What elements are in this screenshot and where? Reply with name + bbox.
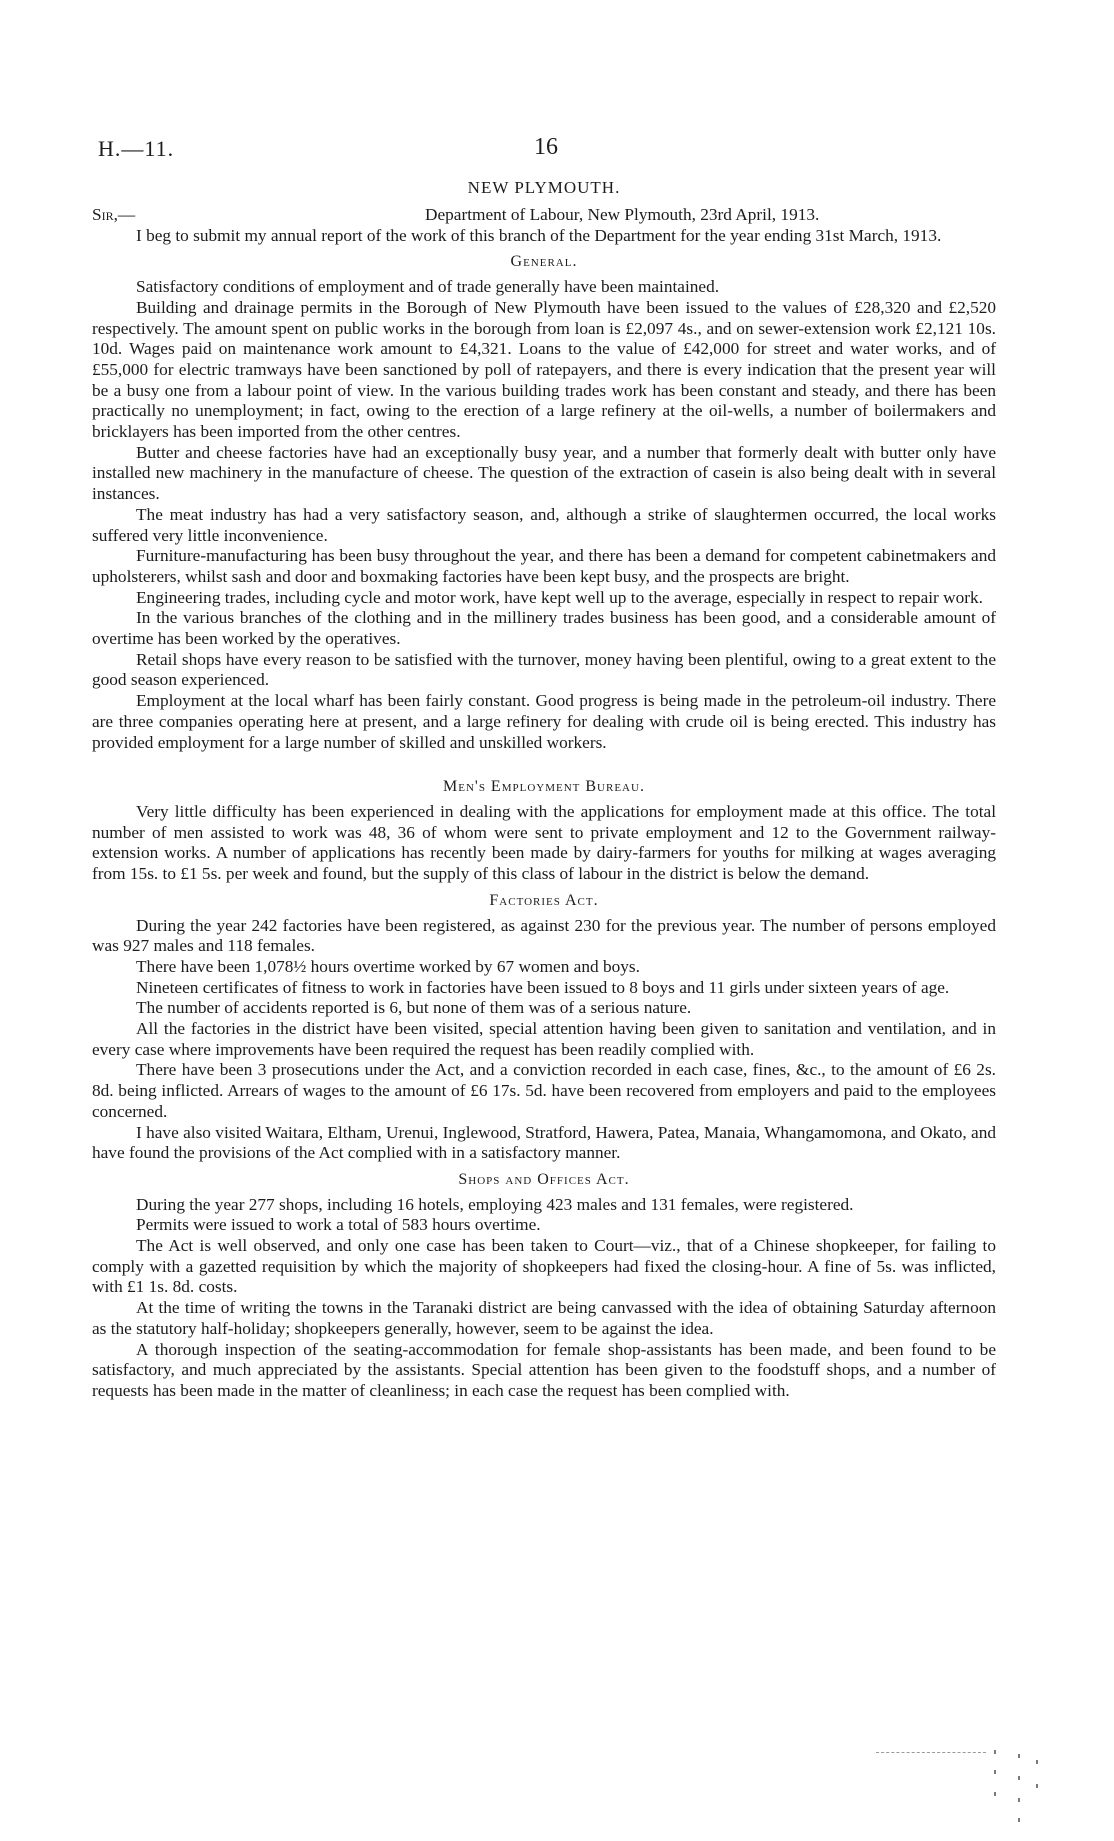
paragraph: Permits were issued to work a total of 583 hours overtime.: [136, 1215, 541, 1235]
section-heading: General.: [510, 253, 578, 271]
scan-mark: [1018, 1754, 1020, 1758]
place-title: NEW PLYMOUTH.: [467, 178, 621, 197]
paragraph: Employment at the local wharf has been fairly constant. Good progress is being made in the petroleum-oil industry. There are three companies operating here at present, and a large refinery for dealing with crude oil is being erected. This industry has provided employment for a large number of skilled and unskilled workers.: [92, 691, 996, 752]
dateline: Department of Labour, New Plymouth, 23rd April, 1913.: [425, 204, 820, 224]
paragraph: The number of accidents reported is 6, but none of them was of a serious nature.: [136, 998, 692, 1018]
paragraph: All the factories in the district have been visited, special attention having been given to sanitation and ventilation, and in every case where improvements have been required the request has been readily complied with.: [92, 1019, 996, 1059]
paragraph: In the various branches of the clothing and in the millinery trades business has been good, and a considerable amount of overtime has been worked by the operatives.: [92, 608, 996, 649]
paragraph: Satisfactory conditions of employment and of trade generally have been maintained.: [136, 277, 720, 297]
salutation-line: [92, 205, 996, 226]
document-reference: H.—11.: [98, 136, 175, 161]
paragraph: Retail shops have every reason to be satisfied with the turnover, money having been plentiful, owing to a great extent to the good season experienced.: [92, 649, 996, 690]
section-shops-offices-act: [92, 1170, 996, 1402]
paragraph: During the year 242 factories have been registered, as against 230 for the previous year. The number of persons employed was 927 males and 118 females.: [92, 915, 996, 956]
paragraph: During the year 277 shops, including 16 hotels, employing 423 males and 131 females, were registered.: [136, 1194, 854, 1214]
paragraph: At the time of writing the towns in the Taranaki district are being canvassed with the idea of obtaining Saturday afternoon as the statutory half-holiday; shopkeepers generally, however, seem to be against the idea.: [92, 1298, 996, 1338]
paragraph: Nineteen certificates of fitness to work in factories have been issued to 8 boys and 11 girls under sixteen years of age.: [136, 977, 950, 997]
section-general: [92, 252, 996, 753]
section-heading: Men's Employment Bureau.: [443, 778, 645, 796]
page-number: 16: [534, 134, 558, 160]
section-employment-bureau: [92, 777, 996, 885]
paragraph: There have been 3 prosecutions under the Act, and a conviction recorded in each case, fines, &c., to the amount of £6 2s. 8d. being inflicted. Arrears of wages to the amount of £6 17s. 5d. have been recovered from employers and paid to the employees concerned.: [92, 1060, 996, 1121]
paragraph: Engineering trades, including cycle and motor work, have kept well up to the average, especially in respect to repair work.: [136, 587, 983, 607]
scan-mark: [1036, 1784, 1038, 1788]
paragraph: There have been 1,078½ hours overtime worked by 67 women and boys.: [136, 956, 640, 976]
scan-artifact-rule: [876, 1752, 986, 1754]
paragraph: Furniture-manufacturing has been busy throughout the year, and there has been a demand for competent cabinetmakers and upholsterers, whilst sash and door and boxmaking factories have been kept busy, and the prospects are bright.: [92, 546, 996, 586]
scan-mark: [1036, 1760, 1038, 1764]
paragraph: I have also visited Waitara, Eltham, Urenui, Inglewood, Stratford, Hawera, Patea, Manaia, Whangamomona, and Okato, and have found the provisions of the Act complied with in a satisfactory manner.: [92, 1122, 996, 1163]
scan-mark: [994, 1750, 996, 1754]
report-body: [92, 176, 996, 1402]
scan-artifact-marks: [990, 1740, 1050, 1835]
intro-paragraph: I beg to submit my annual report of the work of this branch of the Department for the year ending 31st March, 1913.: [136, 225, 942, 245]
scan-mark: [994, 1770, 996, 1774]
paragraph: A thorough inspection of the seating-accommodation for female shop-assistants has been made, and been found to be satisfactory, and much appreciated by the assistants. Special attention has been given to the foodstuff shops, and a number of requests has been made in the matter of cleanliness; in each case the request has been complied with.: [92, 1339, 996, 1400]
section-heading: Shops and Offices Act.: [458, 1170, 630, 1188]
paragraph: The Act is well observed, and only one case has been taken to Court—viz., that of a Chinese shopkeeper, for failing to comply with a gazetted requisition by which the majority of shopkeepers had fixed the closing-hour. A fine of 5s. was inflicted, with £1 1s. 8d. costs.: [92, 1236, 996, 1297]
scan-mark: [1018, 1776, 1020, 1780]
salutation: Sir,—: [92, 204, 136, 224]
scan-mark: [1018, 1798, 1020, 1802]
scan-mark: [994, 1792, 996, 1796]
paragraph: Very little difficulty has been experienced in dealing with the applications for employment made at this office. The total number of men assisted to work was 48, 36 of whom were sent to private employment and 12 to the Government railway-extension works. A number of applications has recently been made by dairy-farmers for youths for milking at wages averaging from 15s. to £1 5s. per week and found, but the supply of this class of labour in the district is below the demand.: [92, 801, 996, 884]
paragraph: Butter and cheese factories have had an exceptionally busy year, and a number that formerly dealt with butter only have installed new machinery in the manufacture of cheese. The question of the extraction of casein is also being dealt with in several instances.: [92, 442, 996, 504]
section-heading: Factories Act.: [489, 891, 599, 909]
paragraph: Building and drainage permits in the Borough of New Plymouth have been issued to the values of £28,320 and £2,520 respectively. The amount spent on public works in the borough from loan is £2,097 4s., and on sewer-extension work £2,121 10s. 10d. Wages paid on maintenance work amount to £4,321. Loans to the value of £42,000 for street and water works, and of £55,000 for electric tramways have been sanctioned by poll of ratepayers, and there is every indication that the present year will be a busy one from a labour point of view. In the various building trades work has been constant and steady, and there has been practically no unemployment; in fact, owing to the erection of a large refinery at the oil-wells, a number of boilermakers and bricklayers has been imported from the other centres.: [92, 297, 996, 442]
section-factories-act: [92, 891, 996, 1164]
paragraph: The meat industry has had a very satisfactory season, and, although a strike of slaughtermen occurred, the local works suffered very little inconvenience.: [92, 504, 996, 545]
scan-mark: [1018, 1818, 1020, 1822]
